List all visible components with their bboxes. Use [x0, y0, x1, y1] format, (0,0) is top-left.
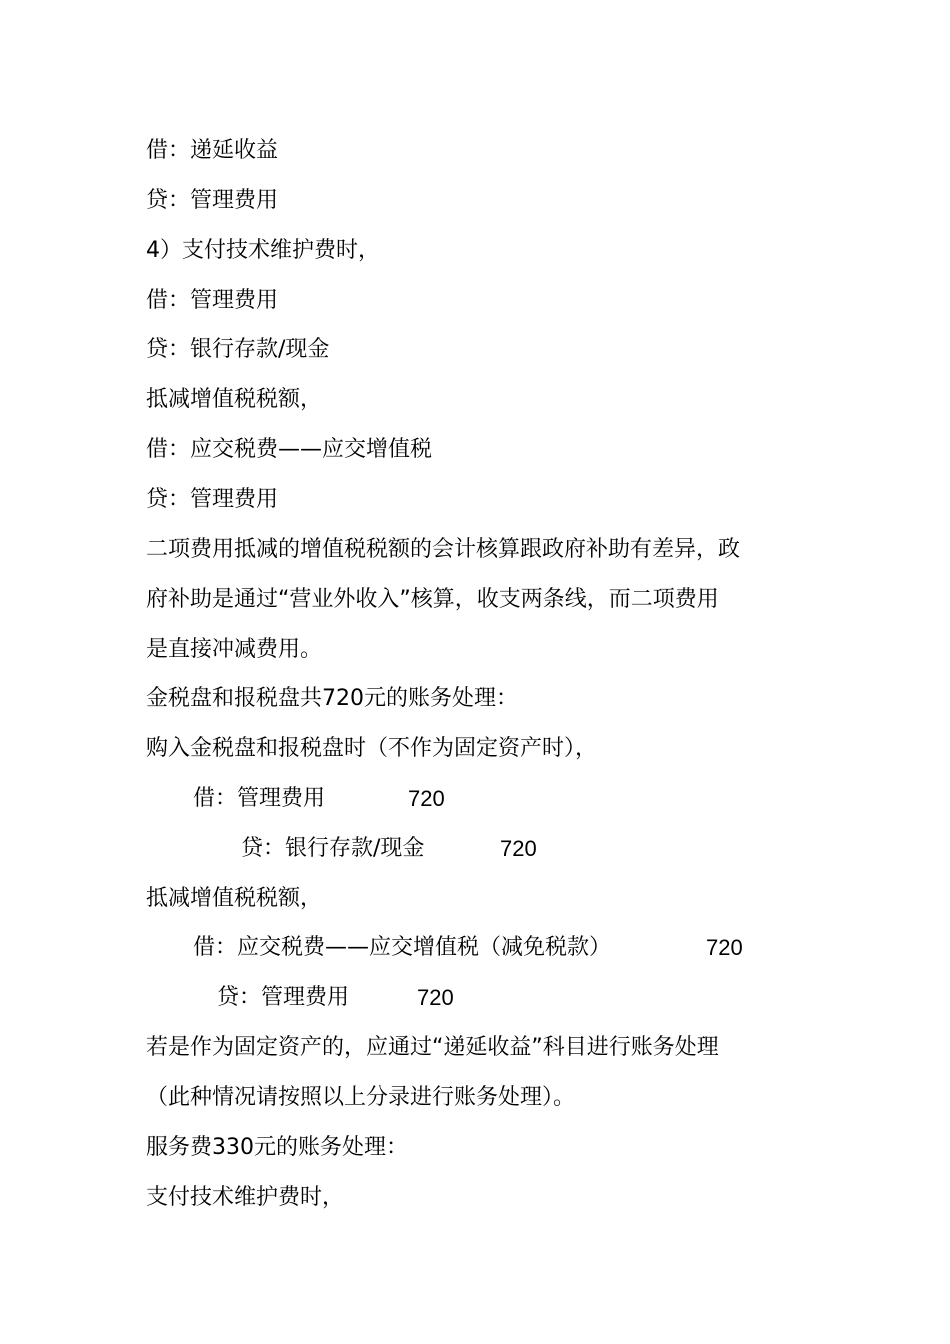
journal-entry-amount: 720	[706, 935, 743, 960]
text-line: 借：递延收益	[146, 138, 279, 163]
journal-entry-label: 贷：银行存款/现金	[241, 836, 425, 861]
text-line: 贷：管理费用	[146, 188, 279, 213]
text-line: 服务费330元的账务处理：	[146, 1135, 408, 1160]
journal-entry-amount: 720	[408, 786, 445, 811]
journal-entry-amount: 720	[500, 836, 537, 861]
paragraph-line: 是直接冲减费用。	[146, 637, 323, 662]
paragraph-line: （此种情况请按照以上分录进行账务处理）。	[146, 1085, 576, 1110]
text-line: 借：管理费用	[146, 288, 279, 313]
journal-entry-label: 贷：管理费用	[217, 985, 350, 1010]
text-line: 贷：管理费用	[146, 487, 279, 512]
text-line: 贷：银行存款/现金	[146, 337, 330, 362]
text-line: 抵减增值税税额，	[146, 886, 323, 911]
paragraph-line: 若是作为固定资产的，应通过“递延收益”科目进行账务处理	[146, 1035, 719, 1060]
journal-entry-label: 借：应交税费——应交增值税（减免税款）	[193, 935, 612, 960]
text-line: 抵减增值税税额，	[146, 387, 323, 412]
text-line: 支付技术维护费时，	[146, 1185, 345, 1210]
text-line: 借：应交税费——应交增值税	[146, 437, 433, 462]
text-line: 金税盘和报税盘共720元的账务处理：	[146, 686, 518, 711]
paragraph-line: 二项费用抵减的增值税税额的会计核算跟政府补助有差异，政	[146, 537, 741, 562]
text-line: 购入金税盘和报税盘时（不作为固定资产时），	[146, 736, 598, 761]
paragraph-line: 府补助是通过“营业外收入”核算，收支两条线，而二项费用	[146, 587, 719, 612]
journal-entry-amount: 720	[417, 985, 454, 1010]
text-line: 4）支付技术维护费时，	[146, 238, 380, 263]
journal-entry-label: 借：管理费用	[193, 786, 326, 811]
